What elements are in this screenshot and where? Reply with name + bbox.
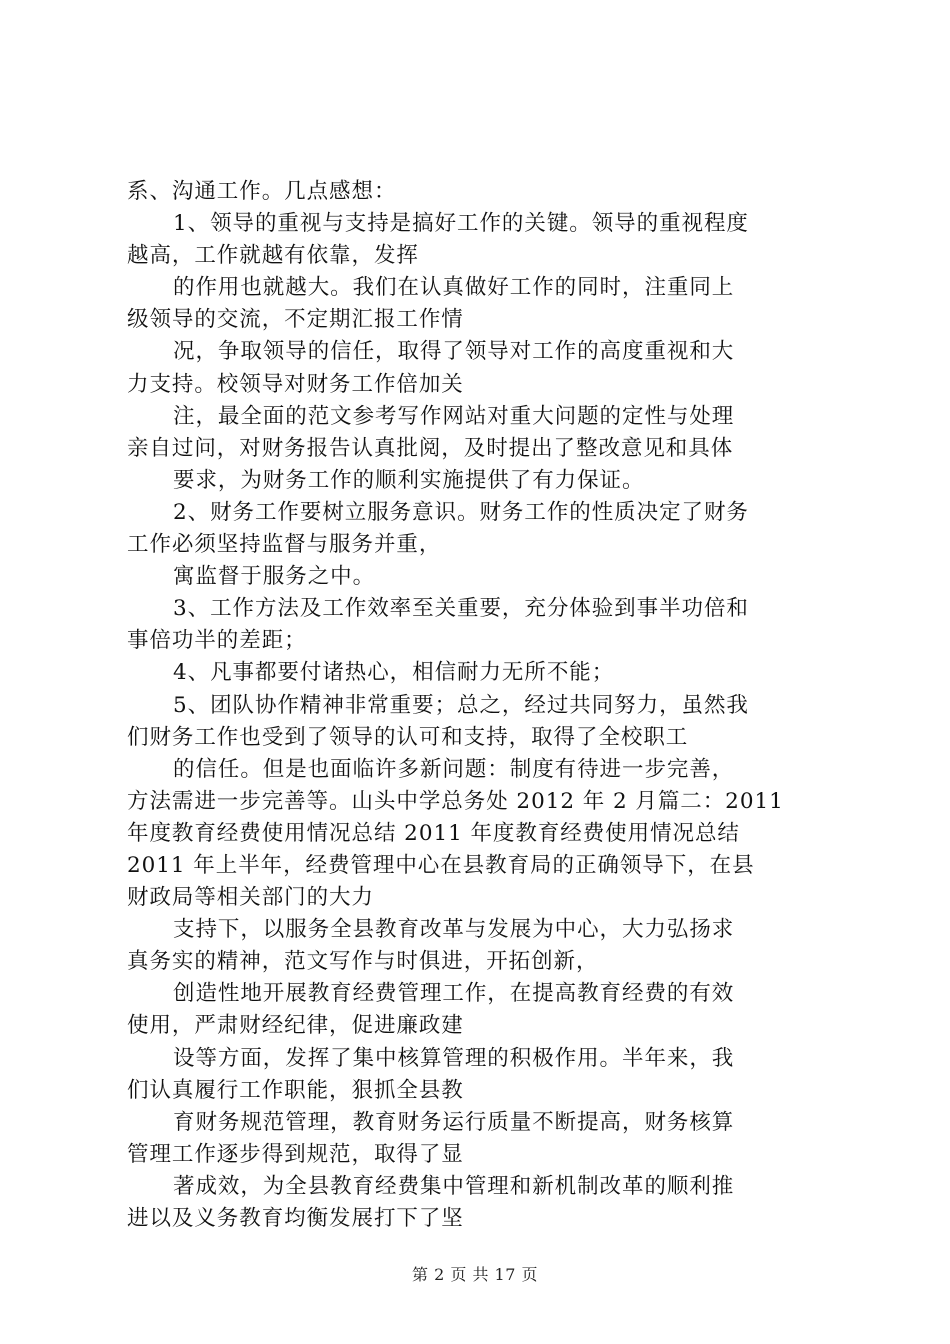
text-line: 系、沟通工作。几点感想： [127,179,397,204]
text-line: 年度教育经费使用情况总结 2011 年度教育经费使用情况总结 [127,820,740,846]
text-line: 1、领导的重视与支持是搞好工作的关键。领导的重视程度 [173,211,749,237]
text-line: 的作用也就越大。我们在认真做好工作的同时，注重同上 [173,275,735,301]
text-line: 工作必须坚持监督与服务并重， [127,532,442,558]
text-line: 方法需进一步完善等。山头中学总务处 2012 年 2 月篇二：2011 [127,788,784,814]
text-line: 2011 年上半年，经费管理中心在县教育局的正确领导下，在县 [127,852,755,878]
text-line: 事倍功半的差距； [127,628,307,654]
text-line: 的信任。但是也面临许多新问题：制度有待进一步完善， [173,756,735,782]
text-line: 2、财务工作要树立服务意识。财务工作的性质决定了财务 [173,499,749,525]
text-line: 创造性地开展教育经费管理工作，在提高教育经费的有效 [173,981,735,1007]
text-line: 亲自过问，对财务报告认真批阅，及时提出了整改意见和具体 [127,435,734,461]
text-line: 5、团队协作精神非常重要；总之，经过共同努力，虽然我 [173,692,749,718]
text-line: 进以及义务教育均衡发展打下了坚 [127,1206,464,1231]
text-line: 力支持。校领导对财务工作倍加关 [127,371,464,397]
text-line: 们认真履行工作职能，狠抓全县教 [127,1077,464,1103]
text-line: 财政局等相关部门的大力 [127,885,374,911]
text-line: 使用，严肃财经纪律，促进廉政建 [127,1013,464,1039]
text-line: 越高，工作就越有依靠，发挥 [127,243,419,269]
text-line: 级领导的交流，不定期汇报工作情 [127,307,464,333]
text-line: 4、凡事都要付诸热心，相信耐力无所不能； [173,660,615,686]
text-line: 注，最全面的范文参考写作网站对重大问题的定性与处理 [173,403,735,429]
text-line: 要求，为财务工作的顺利实施提供了有力保证。 [173,467,645,493]
document-body [127,176,832,1235]
text-line: 管理工作逐步得到规范，取得了显 [127,1141,464,1167]
text-line: 3、工作方法及工作效率至关重要，充分体验到事半功倍和 [173,596,749,622]
text-line: 支持下，以服务全县教育改革与发展为中心，大力弘扬求 [173,917,735,943]
text-line: 们财务工作也受到了领导的认可和支持，取得了全校职工 [127,724,689,750]
text-line: 设等方面，发挥了集中核算管理的积极作用。半年来，我 [173,1045,735,1071]
page-number-footer: 第 2 页 共 17 页 [412,1265,538,1284]
text-line: 真务实的精神，范文写作与时俱进，开拓创新， [127,949,599,975]
text-line: 育财务规范管理，教育财务运行质量不断提高，财务核算 [173,1109,735,1135]
text-line: 著成效，为全县教育经费集中管理和新机制改革的顺利推 [173,1173,735,1199]
text-line: 况，争取领导的信任，取得了领导对工作的高度重视和大 [173,339,735,365]
text-line: 寓监督于服务之中。 [173,564,376,590]
